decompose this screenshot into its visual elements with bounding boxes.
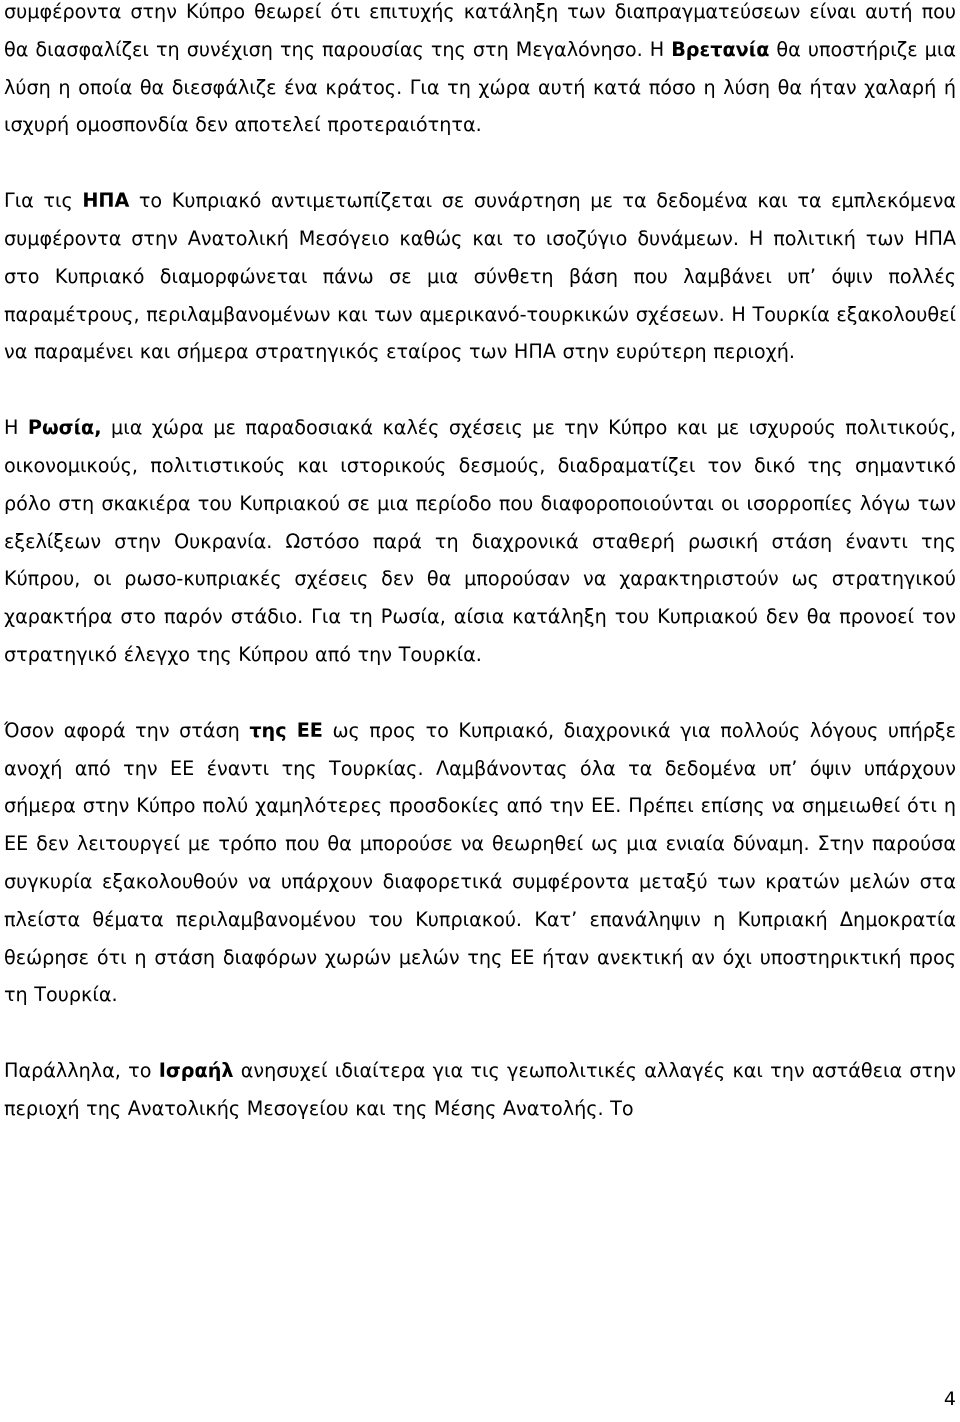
text-segment: ως προς το Κυπριακό, διαχρονικά για πολλούς λόγους υπήρξε ανοχή από την ΕΕ έναντι της Τουρκίας. Λαμβάνοντας όλα τα δεδομένα υπ’ όψιν υπάρχουν σήμερα στην Κύπρο πολύ χαμηλότερες προσδοκίες από την ΕΕ. Πρέπει επίσης να σημειωθεί ότι η ΕΕ δεν λειτουργεί με τρόπο που θα μπορούσε να θεωρηθεί ως μια ενιαία δύναμη. Στην παρούσα συγκυρία εξακολουθούν να υπάρχουν διαφορετικά συμφέροντα μεταξύ των κρατών μελών στα πλείστα θέματα περιλαμβανομένου του Κυπριακού. Κατ’ επανάληψιν η Κυπριακή Δημοκρατία θεώρησε ότι η στάση διαφόρων χωρών μελών της ΕΕ ήταν ανεκτική αν όχι υποστηρικτική προς τη Τουρκία. [4,718,956,1007]
text-segment: θα υποστήριζε μια λύση η οποία θα διεσφάλιζε ένα κράτος. Για τη χώρα αυτή κατά πόσο η λύση θα ήταν χαλαρή ή ισχυρή ομοσπονδία δεν αποτελεί προτεραιότητα. [4,37,956,137]
text-segment: Όσον αφορά την στάση [4,718,250,742]
text-segment: το Κυπριακό αντιμετωπίζεται σε συνάρτηση με τα δεδομένα και τα εμπλεκόμενα συμφέροντα στην Ανατολική Μεσόγειο καθώς και το ισοζύγιο δυνάμεων. Η πολιτική των ΗΠΑ στο Κυπριακό διαμορφώνεται πάνω σε μια σύνθετη βάση που λαμβάνει υπ’ όψιν πολλές παραμέτρους, περιλαμβανομένων και των αμερικανό-τουρκικών σχέσεων. Η Τουρκία εξακολουθεί να παραμένει και σήμερα στρατηγικός εταίρος των ΗΠΑ στην ευρύτερη περιοχή. [4,189,957,364]
paragraph-israel [4,1052,956,1128]
text-segment: Παράλληλα, το [4,1059,159,1083]
bold-term-eu: της ΕΕ [249,718,323,742]
paragraph-russia [4,409,956,674]
text-segment: συμφέροντα στην Κύπρο θεωρεί ότι επιτυχής κατάληξη των διαπραγματεύσεων είναι αυτή που θα διασφαλίζει τη συνέχιση της παρουσίας της στη Μεγαλόνησο. Η [4,0,956,61]
text-segment: μια χώρα με παραδοσιακά καλές σχέσεις με την Κύπρο και με ισχυρούς πολιτικούς, οικονομικούς, πολιτιστικούς και ιστορικούς δεσμούς, διαδραματίζει τον δικό της σημαντικό ρόλο στη σκακιέρα του Κυπριακού σε μια περίοδο που διαφοροποιούνται οι ισορροπίες λόγω των εξελίξεων στην Ουκρανία. Ωστόσο παρά τη διαχρονικά σταθερή ρωσική στάση έναντι της Κύπρου, οι ρωσο-κυπριακές σχέσεις δεν θα μπορούσαν να χαρακτηριστούν ως στρατηγικού χαρακτήρα στο παρόν στάδιο. Για τη Ρωσία, αίσια κατάληξη του Κυπριακού δεν θα προνοεί τον στρατηγικό έλεγχο της Κύπρου από την Τουρκία. [4,416,957,666]
text-segment: ανησυχεί ιδιαίτερα για τις γεωπολιτικές αλλαγές και την αστάθεια στην περιοχή της Ανατολικής Μεσογείου και της Μέσης Ανατολής. Το [4,1059,956,1120]
bold-term-russia: Ρωσία, [27,416,102,440]
paragraph-usa [4,182,956,371]
paragraph-uk [4,0,956,144]
text-segment: Η [4,416,28,440]
bold-term-usa: ΗΠΑ [82,189,130,213]
bold-term-israel: Ισραήλ [158,1059,234,1083]
text-segment: Για τις [4,189,83,213]
document-page [4,0,956,1128]
bold-term-britain: Βρετανία [671,37,770,61]
paragraph-eu [4,712,956,1014]
page-number: 4 [943,1388,956,1410]
